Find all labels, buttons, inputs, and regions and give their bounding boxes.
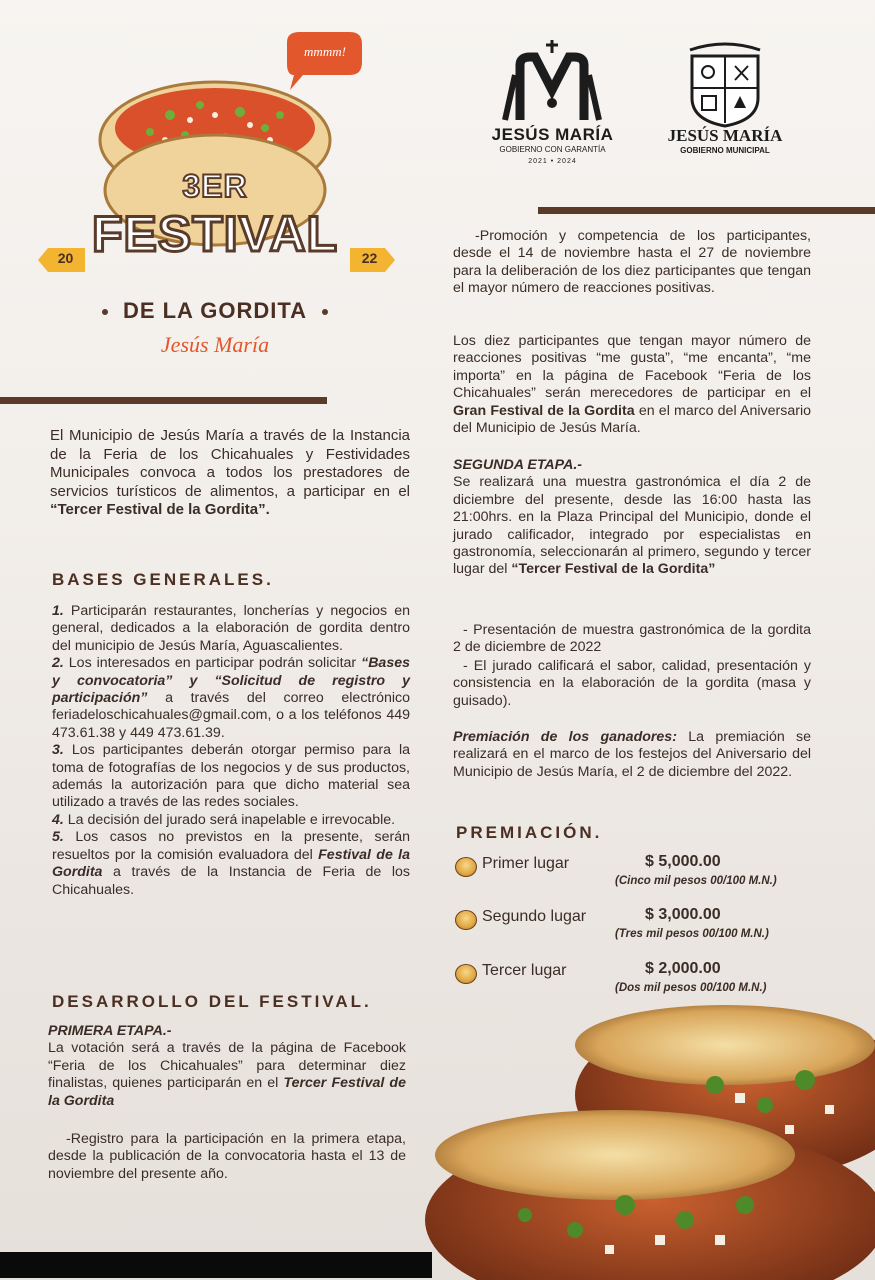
segunda-etapa [453, 457, 811, 579]
prize-row-2 [455, 908, 825, 948]
jm-monogram-icon [475, 35, 630, 130]
gordita-coin-icon [455, 857, 477, 877]
festival-logo [0, 20, 440, 370]
jesus-maria-logo [475, 35, 630, 170]
divider-bar-right [538, 207, 875, 214]
diez-paragraph: Los diez participantes que tengan mayor número de reacciones positivas “me gusta”, “me encanta”, “me importa” en la página de Facebook “Feria de los Chicahuales” serán merecedores de participar en el Gran Festival de la Gordita en el marco del Aniversario del Municipio de Jesús María. [453, 333, 811, 437]
contact-email[interactable]: feriadeloschicahuales@gmail.com [52, 707, 268, 724]
segunda-etapa-text: Se realizará una muestra gastronómica el día 2 de diciembre del presente, desde las 16:00 hasta las 21:00hrs. en la Plaza Principal del Municipio, donde el jurado calificador, integrado por especialistas en gastronomía, seleccionarán al primero, segundo y tercer lugar del “Tercer Festival de la Gordita” [453, 474, 811, 578]
festival-subtitle: DE LA GORDITA [122, 298, 308, 323]
gordita-food-photo [425, 1005, 875, 1280]
promo-paragraph: -Promoción y competencia de los participantes, desde el 14 de noviembre hasta el 27 de noviembre para la deliberación de los diez participantes que tengan el mayor número de reacciones positivas. [453, 228, 811, 297]
prize-amount: $ 3,000.00 [645, 906, 721, 923]
bases-item-4: 4. La decisión del jurado será inapelable e irrevocable. [52, 811, 396, 828]
municipal-shield-logo [660, 38, 790, 160]
bases-item-1: 1. Participarán restaurantes, loncherías y negocios en general, dedicados a la elaboración de gordita dentro del municipio de Jesús María, Aguascalientes. [52, 603, 410, 654]
bases-heading: BASES GENERALES. [52, 570, 274, 589]
divider-bar-left [0, 397, 327, 404]
intro-bold: “Tercer Festival de la Gordita”. [50, 501, 270, 519]
logo1-tagline: GOBIERNO CON GARANTÍA [499, 145, 606, 154]
festival-ordinal: 3ER [182, 168, 248, 204]
bases-list [52, 603, 410, 899]
prize-label: Primer lugar [482, 855, 570, 872]
speech-bubble-text: mmmm! [304, 44, 346, 59]
registro-paragraph: -Registro para la participación en la primera etapa, desde la publicación de la convocatoria hasta el 13 de noviembre del presente año. [48, 1131, 406, 1182]
prize-label: Tercer lugar [482, 962, 567, 979]
gordita-coin-icon [455, 910, 477, 930]
gordita-coin-icon [455, 964, 477, 984]
bases-item-2: 2. Los interesados en participar podrán solicitar “Bases y convocatoria” y “Solicitud de registro y participación” a través del correo electrónico feriadeloschicahuales@gmail.com, o a los teléfonos 449 473.61.38 y 449 473.61.39. [52, 655, 410, 741]
jurado-paragraph: - El jurado calificará el sabor, calidad, presentación y consistencia en la elaboración de la gordita (masa y guisado). [453, 658, 811, 709]
prize-amount: $ 2,000.00 [645, 960, 721, 977]
logo1-name: JESÚS MARÍA [491, 125, 614, 144]
desarrollo-heading: DESARROLLO DEL FESTIVAL. [52, 992, 372, 1011]
prize-row-1 [455, 855, 825, 895]
intro-paragraph [50, 427, 410, 520]
primera-etapa-text: La votación será a través de la página de Facebook “Feria de los Chicahuales” para determinar diez finalistas, quienes participarán en el Tercer Festival de la Gordita [48, 1040, 406, 1109]
intro-text: El Municipio de Jesús María a través de la Instancia de la Feria de los Chicahuales y Festividades Municipales convoca a todos los prestadores de servicios turísticos de alimentos, a participar en el [50, 427, 410, 500]
prize-amount: $ 5,000.00 [645, 853, 721, 870]
year-left: 20 [57, 250, 74, 266]
premiacion-paragraph: Premiación de los ganadores: La premiación se realizará en el marco de los festejos del Aniversario del Municipio de Jesús María, el 2 de diciembre del 2022. [453, 729, 812, 780]
town-name: Jesús María [160, 332, 270, 357]
prize-label: Segundo lugar [482, 908, 587, 925]
coat-of-arms-icon [660, 38, 790, 128]
logo2-name: JESÚS MARÍA [667, 126, 783, 145]
bottom-bar [0, 1252, 432, 1278]
year-right: 22 [361, 250, 378, 266]
bases-item-3: 3. Los participantes deberán otorgar permiso para la toma de fotografías de los negocios y de sus productos, además la autorización para que dicho material sea utilizado a través de las redes sociales. [52, 742, 410, 811]
muestra-paragraph: - Presentación de muestra gastronómica de la gordita 2 de diciembre de 2022 [453, 622, 811, 656]
primera-etapa [48, 1023, 406, 1110]
festival-title: FESTIVAL [92, 206, 338, 262]
logo1-years: 2021 • 2024 [528, 158, 577, 165]
premiacion-heading: PREMIACIÓN. [456, 823, 603, 842]
prize-words: (Cinco mil pesos 00/100 M.N.) [615, 875, 777, 887]
food-image [425, 1005, 875, 1280]
prize-row-3 [455, 962, 825, 1002]
bases-item-5: 5. Los casos no previstos en la presente, serán resueltos por la comisión evaluadora del Festival de la Gordita a través de la Instancia de Feria de los Chicahuales. [52, 829, 410, 898]
prize-words: (Tres mil pesos 00/100 M.N.) [615, 928, 769, 940]
logo2-tagline: GOBIERNO MUNICIPAL [680, 146, 770, 155]
segunda-etapa-title: SEGUNDA ETAPA.- [453, 457, 583, 473]
primera-etapa-title: PRIMERA ETAPA.- [48, 1023, 172, 1039]
prize-words: (Dos mil pesos 00/100 M.N.) [615, 982, 767, 994]
